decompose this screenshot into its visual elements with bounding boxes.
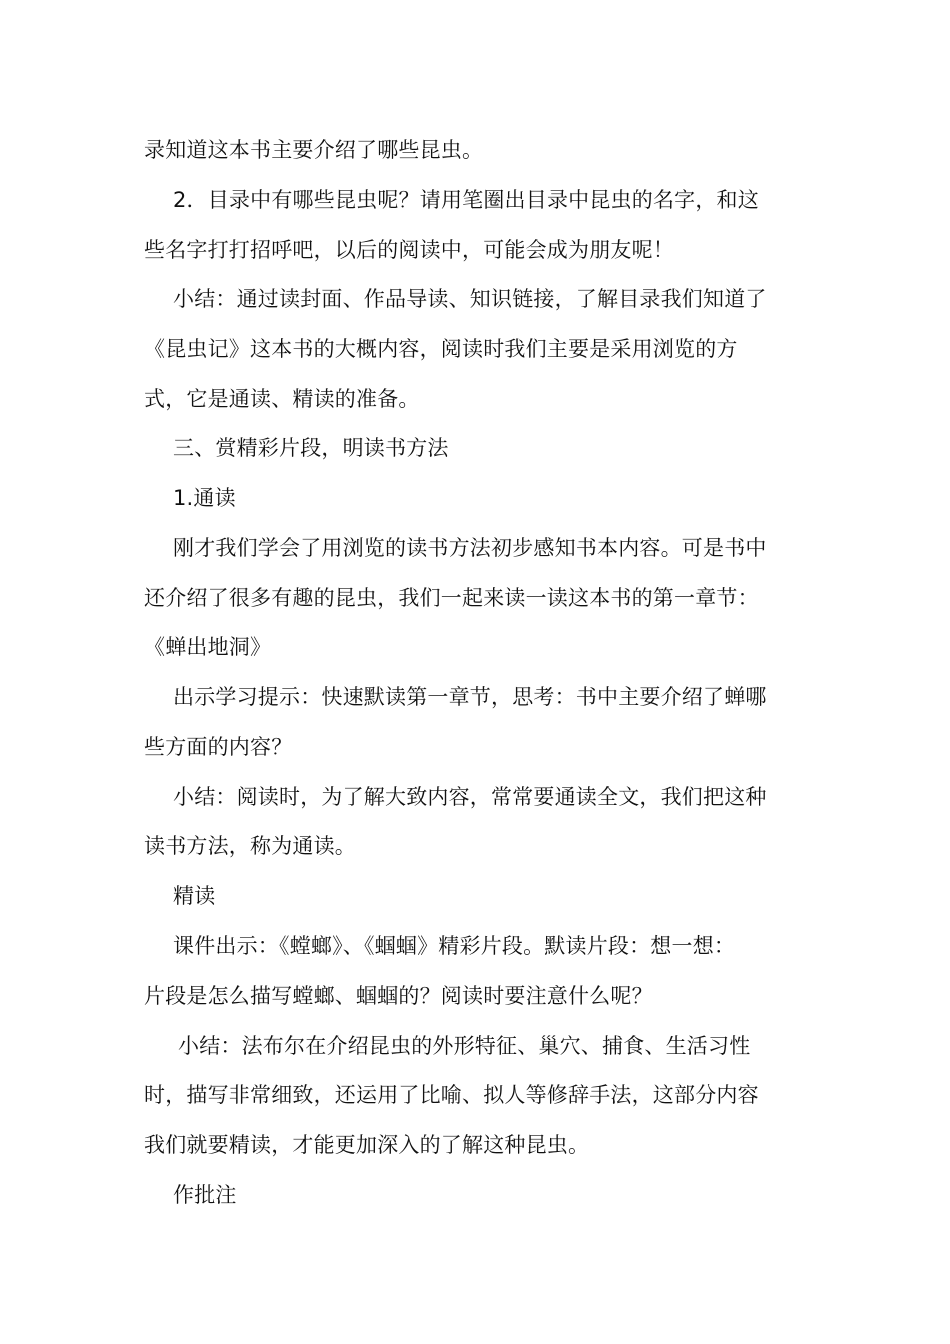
subsection-heading: 精读 <box>173 884 216 908</box>
text-line: 出示学习提示：快速默读第一章节，思考：书中主要介绍了蝉哪 <box>173 685 767 709</box>
text-line: 式，它是通读、精读的准备。 <box>144 387 420 411</box>
text-line: 读书方法，称为通读。 <box>144 834 356 858</box>
text-line: 小结：阅读时，为了解大致内容，常常要通读全文，我们把这种 <box>173 785 767 809</box>
text-line: 时，描写非常细致，还运用了比喻、拟人等修辞手法，这部分内容 <box>144 1083 759 1107</box>
text-line: 些方面的内容？ <box>144 735 293 759</box>
text-line: 2．目录中有哪些昆虫呢？请用笔圈出目录中昆虫的名字，和这 <box>173 188 759 212</box>
text-line: 片段是怎么描写螳螂、蝈蝈的？阅读时要注意什么呢？ <box>144 984 653 1008</box>
subsection-heading: 作批注 <box>173 1183 237 1207</box>
text-line: 《蝉出地洞》 <box>144 635 272 659</box>
text-line: 些名字打打招呼吧，以后的阅读中，可能会成为朋友呢！ <box>144 238 674 262</box>
text-line: 课件出示：《螳螂》、《蝈蝈》精彩片段。默读片段：想一想： <box>173 934 736 958</box>
text-line: 小结：通过读封面、作品导读、知识链接，了解目录我们知道了 <box>173 287 767 311</box>
text-line: 小结：法布尔在介绍昆虫的外形特征、巢穴、捕食、生活习性 <box>178 1034 751 1058</box>
subsection-heading: 1.通读 <box>173 486 236 510</box>
text-line: 我们就要精读，才能更加深入的了解这种昆虫。 <box>144 1133 590 1157</box>
text-line: 刚才我们学会了用浏览的读书方法初步感知书本内容。可是书中 <box>173 536 767 560</box>
text-line: 还介绍了很多有趣的昆虫，我们一起来读一读这本书的第一章节： <box>144 586 759 610</box>
section-heading: 三、赏精彩片段，明读书方法 <box>173 436 449 460</box>
text-line: 《昆虫记》这本书的大概内容，阅读时我们主要是采用浏览的方 <box>144 337 738 361</box>
text-line: 录知道这本书主要介绍了哪些昆虫。 <box>144 138 484 162</box>
